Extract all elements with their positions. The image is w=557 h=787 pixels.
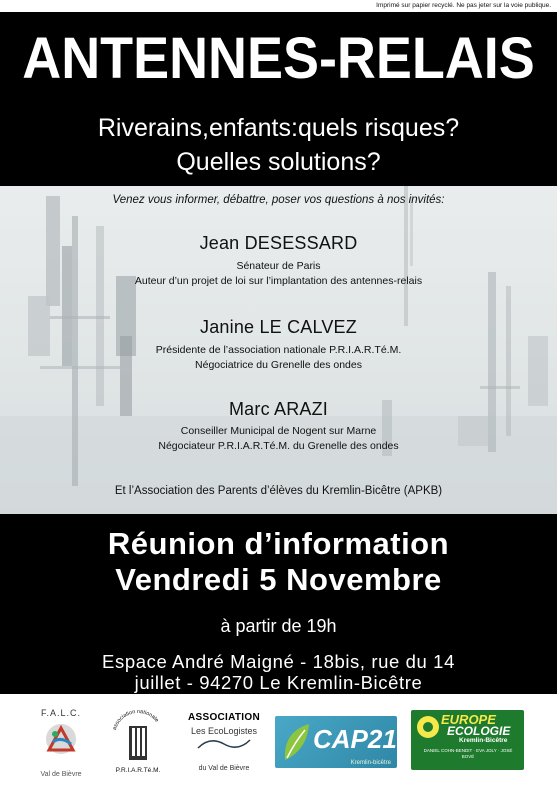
falc-logo-subtitle: Val de Bièvre: [40, 771, 82, 778]
event-date: Vendredi 5 Novembre: [115, 562, 442, 597]
association-line: Et l’Association des Parents d’élèves du Kremlin-Bicêtre (APKB): [114, 485, 443, 497]
ecologistes-logo: [181, 712, 267, 782]
cap21-logo: [275, 716, 397, 768]
eelv-logo-line-1: EUROPE: [441, 712, 496, 727]
ecologistes-logo-line-1: ASSOCIATION: [187, 712, 260, 723]
guest-2-name: Janine LE CALVEZ: [200, 317, 357, 337]
falc-logo: [26, 708, 96, 778]
guest-3-role: Conseiller Municipal de Nogent sur Marne: [180, 425, 377, 437]
eelv-logo-line-4: DANIEL COHN-BENDIT · EVA JOLY · JOSÉ BOVÉ: [423, 748, 513, 759]
partner-logos: [0, 694, 557, 787]
cap21-logo-subtitle: Kremlin-bicêtre: [350, 760, 391, 766]
guest-2-role: Présidente de l’association nationale P.R.I.A.R.Té.M.: [155, 344, 402, 356]
guest-3-detail: Négociateur P.R.I.A.R.Té.M. du Grenelle des ondes: [158, 440, 399, 452]
subtitle-line-1: Riverains,enfants:quels risques?: [97, 114, 460, 142]
priartem-arc-text: association nationale: [111, 708, 160, 731]
guest-1-name: Jean DESESSARD: [199, 233, 358, 253]
guest-3-name: Marc ARAZI: [228, 399, 328, 419]
guest-2-detail: Négociatrice du Grenelle des ondes: [195, 359, 362, 371]
recycled-paper-note: Imprimé sur papier recyclé. Ne pas jeter sur la voie publique.: [376, 2, 551, 9]
subtitle-line-2: Quelles solutions?: [176, 148, 381, 176]
falc-logo-title: F.A.L.C.: [40, 708, 81, 718]
ecologistes-logo-line-2: Les EcoLogistes: [190, 726, 258, 736]
event-address-line-2: juillet - 94270 Le Kremlin-Bicêtre: [134, 672, 423, 693]
cap21-logo-name: CAP21: [313, 724, 397, 754]
priartem-logo-subtitle: P.R.I.A.R.Té.M.: [115, 767, 161, 774]
priartem-logo: [107, 708, 169, 778]
invitation-text: Venez vous informer, débattre, poser vos questions à nos invités:: [112, 194, 445, 206]
falc-emblem-icon: [41, 722, 81, 756]
eelv-logo-line-3: Kremlin-Bicêtre: [459, 737, 508, 744]
flower-icon: [414, 713, 442, 741]
event-title: Réunion d’information: [107, 526, 450, 561]
ecologistes-logo-line-3: du Val de Bièvre: [198, 765, 250, 772]
guest-1-role: Sénateur de Paris: [236, 260, 321, 272]
page-title: ANTENNES-RELAIS: [22, 26, 535, 91]
swirl-icon: [194, 736, 254, 752]
guest-1-detail: Auteur d’un projet de loi sur l’implantation des antennes-relais: [134, 275, 423, 287]
antenna-tower-icon: [107, 708, 169, 764]
eelv-logo-line-2: ECOLOGIE: [447, 724, 511, 738]
event-time: à partir de 19h: [220, 616, 337, 636]
leaf-icon: [279, 720, 315, 764]
europe-ecologie-logo: [411, 710, 524, 770]
event-address-line-1: Espace André Maigné - 18bis, rue du 14: [102, 651, 455, 672]
